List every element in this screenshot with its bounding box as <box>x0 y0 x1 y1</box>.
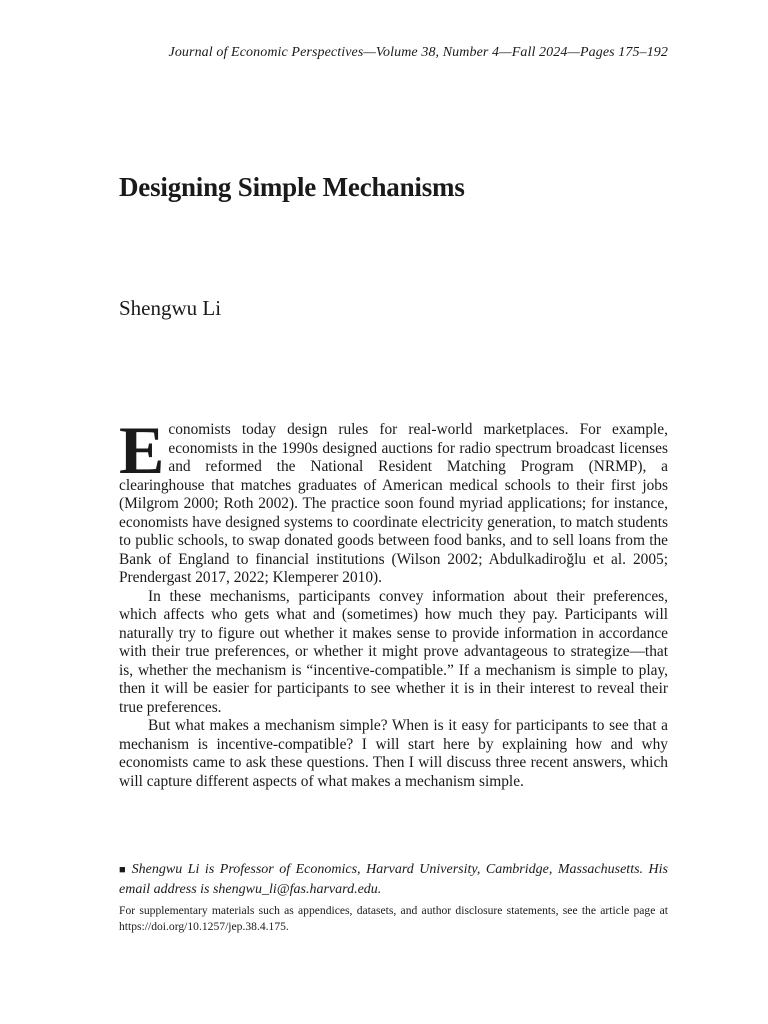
running-head: Journal of Economic Perspectives—Volume 38, Number 4—Fall 2024—Pages 175–192 <box>168 45 668 60</box>
author-bio-text: Shengwu Li is Professor of Economics, Harvard University, Cambridge, Massachusetts. His email address is shengwu_li@fas.harvard.edu. <box>119 862 668 897</box>
paragraph-2: In these mechanisms, participants convey information about their preferences, which affects who gets what and (sometimes) how much they pay. Participants will naturally try to figure out whether it makes sense to provide information in accordance with their true preferences, or whether it might prove advantageous to strategize—that is, whether the mechanism is “incentive-compatible.” If a mechanism is simple to play, then it will be easier for participants to see whether it is in their interest to reveal their true preferences. <box>119 587 668 716</box>
author-name: Shengwu Li <box>119 296 222 320</box>
author-bio-footnote <box>119 860 668 899</box>
paragraph-3: But what makes a mechanism simple? When is it easy for participants to see that a mechanism is incentive-compatible? I will start here by explaining how and why economists came to ask these questions. Then I will discuss three recent answers, which will capture different aspects of what makes a mechanism simple. <box>119 717 668 790</box>
article-body <box>119 412 668 791</box>
paragraph-1-text: conomists today design rules for real-world marketplaces. For example, economists in the 1990s designed auctions for radio spectrum broadcast licenses and reformed the National Resident Matching Program (NRMP), a clearinghouse that matches graduates of American medical schools to their first jobs (Milgrom 2000; Roth 2002). The practice soon found myriad applications; for instance, economists have designed systems to coordinate electricity generation, to match students to public schools, to swap donated goods between food banks, and to sell loans from the Bank of England to financial institutions (Wilson 2002; Abdulkadiroğlu et al. 2005; Prendergast 2017, 2022; Klemperer 2010). <box>119 421 668 586</box>
drop-cap: E <box>119 412 165 488</box>
paragraph-1 <box>119 412 668 588</box>
article-title: Designing Simple Mechanisms <box>119 172 465 202</box>
supplementary-note: For supplementary materials such as appendices, datasets, and author disclosure statements, see the article page at https://doi.org/10.1257/jep.38.4.175. <box>119 904 668 933</box>
square-bullet-icon: ■ <box>119 864 128 876</box>
